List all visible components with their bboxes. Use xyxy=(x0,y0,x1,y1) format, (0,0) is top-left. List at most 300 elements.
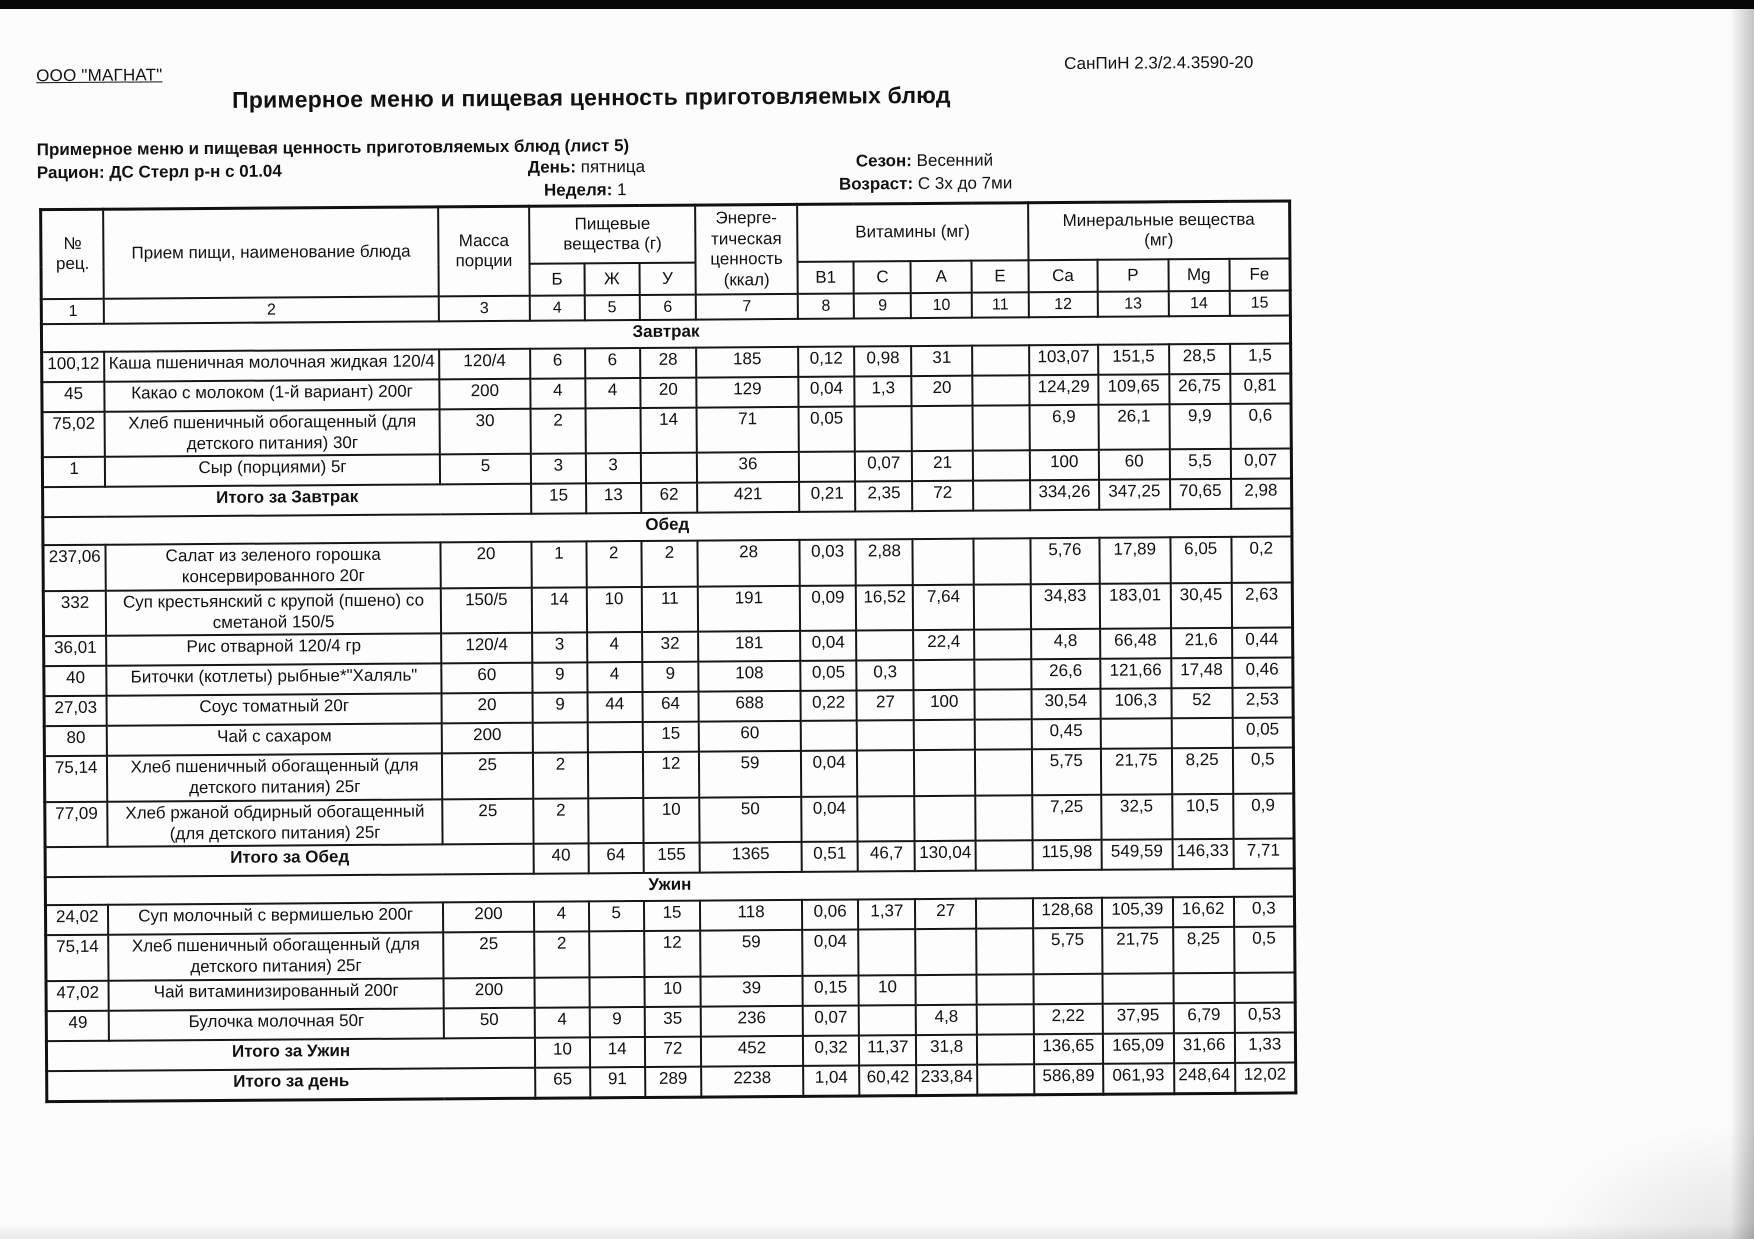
dish-cell-ca: 5,76 xyxy=(1030,538,1099,584)
dish-cell-e xyxy=(976,899,1033,929)
dish-cell-p: 37,95 xyxy=(1102,1003,1173,1033)
col-number: 11 xyxy=(972,292,1029,317)
dish-cell-zh xyxy=(588,722,643,752)
day-label: День: xyxy=(527,157,577,177)
dish-cell-b: 1 xyxy=(532,542,587,588)
dish-cell-kcal: 71 xyxy=(697,407,799,453)
dish-cell-fe: 0,44 xyxy=(1232,628,1293,658)
dish-cell-rec: 100,12 xyxy=(42,352,105,382)
total-value-cell: 91 xyxy=(590,1067,645,1098)
dish-cell-p: 66,48 xyxy=(1100,629,1171,659)
dish-cell-zh: 6 xyxy=(585,348,640,378)
dish-cell-b1: 0,04 xyxy=(800,631,857,661)
dish-cell-b: 4 xyxy=(535,1007,590,1037)
dish-cell-mass: 60 xyxy=(441,663,532,694)
dish-cell-rec: 45 xyxy=(42,382,105,412)
dish-cell-c xyxy=(857,750,914,796)
sanpin-reference: СанПиН 2.3/2.4.3590-20 xyxy=(1064,52,1254,74)
dish-cell-a xyxy=(913,539,974,585)
dish-cell-mass: 150/5 xyxy=(441,588,533,634)
dish-cell-fe: 0,81 xyxy=(1230,373,1291,403)
dish-cell-a xyxy=(914,795,975,841)
dish-cell-c: 2,88 xyxy=(856,540,913,586)
col-number: 5 xyxy=(585,295,640,320)
dish-cell-ca: 30,54 xyxy=(1031,689,1100,719)
dish-cell-mass: 5 xyxy=(440,454,531,485)
total-value-cell: 136,65 xyxy=(1034,1034,1103,1064)
total-value-cell: 40 xyxy=(534,844,589,874)
dish-cell-p: 105,39 xyxy=(1102,898,1173,928)
total-value-cell: 347,25 xyxy=(1099,480,1170,510)
header-vitamins-group: Витамины (мг) xyxy=(797,203,1029,262)
dish-cell-mass: 200 xyxy=(443,977,534,1008)
total-value-cell xyxy=(977,1064,1034,1095)
dish-cell-mg: 8,25 xyxy=(1173,927,1234,973)
dish-cell-mg: 6,05 xyxy=(1170,537,1231,583)
ration-line xyxy=(37,161,282,183)
dish-cell-kcal: 28 xyxy=(698,540,800,586)
dish-cell-c xyxy=(859,929,916,975)
dish-cell-u: 15 xyxy=(642,722,699,752)
dish-cell-mass: 120/4 xyxy=(439,349,530,380)
dish-cell-rec: 47,02 xyxy=(46,980,109,1010)
dish-cell-p: 183,01 xyxy=(1100,583,1171,629)
total-value-cell: 0,51 xyxy=(801,842,858,872)
dish-cell-name: Хлеб пшеничный обогащенный (для детского питания) 25г xyxy=(107,754,442,802)
dish-cell-a xyxy=(915,929,976,975)
dish-cell-b: 2 xyxy=(533,798,588,844)
dish-cell-mg: 52 xyxy=(1171,688,1232,718)
dish-cell-mass: 20 xyxy=(441,693,532,724)
dish-cell-b: 3 xyxy=(532,633,587,663)
dish-cell-p: 151,5 xyxy=(1098,344,1169,374)
dish-cell-p: 109,65 xyxy=(1098,374,1169,404)
col-number: 14 xyxy=(1168,291,1229,316)
dish-cell-e xyxy=(975,720,1032,750)
dish-cell-mg: 16,62 xyxy=(1173,897,1234,927)
dish-cell-p: 60 xyxy=(1099,450,1170,480)
dish-cell-mass: 25 xyxy=(442,799,534,845)
dish-cell-c: 16,52 xyxy=(856,585,913,631)
dish-cell-b1: 0,04 xyxy=(801,751,858,797)
total-value-cell: 0,32 xyxy=(803,1035,860,1065)
dish-cell-e xyxy=(972,345,1029,375)
dish-cell-fe: 0,53 xyxy=(1234,1002,1295,1032)
dish-cell-ca: 7,25 xyxy=(1032,795,1101,841)
dish-cell-rec: 75,02 xyxy=(42,412,105,458)
dish-cell-b: 3 xyxy=(531,454,586,484)
dish-cell-b1: 0,09 xyxy=(799,585,856,631)
dish-cell-zh xyxy=(589,977,644,1007)
dish-cell-p xyxy=(1100,719,1171,749)
dish-cell-a: 100 xyxy=(914,690,975,720)
dish-cell-mg: 6,79 xyxy=(1173,1003,1234,1033)
week-line xyxy=(544,180,627,201)
dish-cell-mg: 21,6 xyxy=(1171,628,1232,658)
dish-cell-b: 6 xyxy=(530,348,585,378)
dish-cell-name: Сыр (порциями) 5г xyxy=(105,455,440,487)
dish-cell-fe: 0,6 xyxy=(1230,403,1291,449)
dish-cell-e xyxy=(977,1004,1034,1034)
dish-cell-name: Салат из зеленого горошка консервированного 20г xyxy=(106,543,441,591)
dish-cell-name: Булочка молочная 50г xyxy=(109,1008,444,1040)
dish-cell-u: 64 xyxy=(642,692,699,722)
total-value-cell: 2,35 xyxy=(856,482,913,512)
day-total-label: Итого за день xyxy=(47,1067,536,1101)
total-value-cell: 12,02 xyxy=(1235,1062,1296,1093)
dish-cell-b1 xyxy=(799,452,856,482)
dish-cell-u: 32 xyxy=(642,632,699,662)
dish-cell-e xyxy=(974,630,1031,660)
total-value-cell: 60,42 xyxy=(860,1065,917,1096)
total-value-cell: 2238 xyxy=(701,1066,803,1097)
dish-cell-ca: 6,9 xyxy=(1029,405,1098,451)
total-value-cell: 14 xyxy=(590,1037,645,1067)
dish-cell-e xyxy=(976,929,1033,975)
table-header xyxy=(41,201,1291,324)
header-vitamin-a: A xyxy=(911,261,972,293)
dish-cell-ca: 34,83 xyxy=(1031,584,1100,630)
dish-cell-mass: 50 xyxy=(444,1007,535,1038)
dish-cell-zh: 10 xyxy=(587,587,642,633)
total-value-cell: 7,71 xyxy=(1233,839,1294,869)
dish-cell-p: 106,3 xyxy=(1100,689,1171,719)
dish-cell-b: 2 xyxy=(533,753,588,799)
dish-cell-fe: 2,53 xyxy=(1232,688,1293,718)
page-title: Примерное меню и пищевая ценность приготовляемых блюд xyxy=(232,81,951,113)
dish-cell-kcal: 236 xyxy=(701,1006,803,1037)
total-value-cell: 65 xyxy=(535,1067,590,1098)
total-value-cell: 11,37 xyxy=(859,1035,916,1065)
col-number: 15 xyxy=(1229,290,1290,315)
dish-cell-a xyxy=(914,660,975,690)
total-value-cell xyxy=(976,841,1033,871)
dish-cell-name: Рис отварной 120/4 гр xyxy=(106,634,441,666)
total-value-cell: 421 xyxy=(697,482,799,513)
dish-cell-ca: 0,45 xyxy=(1032,719,1101,749)
meal-section-label: Ужин xyxy=(45,869,1294,906)
dish-cell-u xyxy=(640,453,697,483)
dish-cell-ca: 103,07 xyxy=(1029,345,1098,375)
dish-cell-mg: 10,5 xyxy=(1172,794,1233,840)
dish-cell-rec: 40 xyxy=(44,666,107,696)
dish-cell-mg: 8,25 xyxy=(1172,748,1233,794)
dish-cell-c: 0,3 xyxy=(857,660,914,690)
total-value-cell: 72 xyxy=(644,1036,701,1066)
dish-cell-zh: 4 xyxy=(587,632,642,662)
total-value-cell: 15 xyxy=(531,484,586,514)
total-value-cell: 1,33 xyxy=(1234,1032,1295,1062)
dish-cell-ca: 5,75 xyxy=(1032,749,1101,795)
dish-cell-b1 xyxy=(800,721,857,751)
dish-cell-kcal: 129 xyxy=(697,377,799,408)
dish-cell-c xyxy=(859,1005,916,1035)
dish-cell-a xyxy=(916,974,977,1004)
meal-section-label: Обед xyxy=(43,509,1292,546)
scan-corner-shade xyxy=(1534,1119,1754,1239)
dish-cell-ca: 2,22 xyxy=(1034,1004,1103,1034)
total-value-cell: 2,98 xyxy=(1231,479,1292,509)
dish-cell-u: 12 xyxy=(644,931,701,977)
dish-cell-zh xyxy=(588,798,643,844)
week-value: 1 xyxy=(617,180,627,200)
dish-cell-b1: 0,06 xyxy=(802,900,859,930)
dish-cell-fe: 0,5 xyxy=(1234,927,1295,973)
dish-cell-fe: 0,2 xyxy=(1231,537,1292,583)
dish-cell-b1: 0,04 xyxy=(802,930,859,976)
dish-cell-b1: 0,05 xyxy=(798,406,855,452)
dish-cell-mg xyxy=(1171,718,1232,748)
dish-cell-kcal: 118 xyxy=(700,900,802,931)
dish-cell-kcal: 60 xyxy=(699,721,801,752)
section-total-label: Итого за Обед xyxy=(45,844,534,877)
total-value-cell: 10 xyxy=(535,1037,590,1067)
scan-edge-artifact-bottom xyxy=(0,1223,1754,1239)
scan-edge-artifact-right xyxy=(1730,0,1754,1239)
dish-cell-kcal: 59 xyxy=(699,751,801,797)
dish-cell-name: Биточки (котлеты) рыбные*"Халяль" xyxy=(107,664,442,696)
dish-cell-b1: 0,03 xyxy=(799,540,856,586)
section-total-label: Итого за Ужин xyxy=(46,1037,535,1070)
dish-cell-mass: 200 xyxy=(442,723,533,754)
dish-cell-b1: 0,05 xyxy=(800,661,857,691)
dish-cell-name: Хлеб пшеничный обогащенный (для детского питания) 30г xyxy=(105,409,440,457)
dish-cell-mg: 30,45 xyxy=(1170,583,1231,629)
dish-cell-a xyxy=(914,720,975,750)
dish-cell-c: 0,07 xyxy=(855,452,912,482)
dish-cell-name: Каша пшеничная молочная жидкая 120/4 xyxy=(104,349,439,381)
dish-cell-u: 28 xyxy=(640,348,697,378)
menu-nutrition-table xyxy=(39,199,1297,1102)
dish-cell-mg: 5,5 xyxy=(1170,449,1231,479)
total-value-cell: 64 xyxy=(588,843,643,873)
dish-cell-u: 10 xyxy=(643,797,700,843)
dish-cell-ca: 4,8 xyxy=(1031,629,1100,659)
header-nutrients-group: Пищевые вещества (г) xyxy=(529,205,696,264)
dish-cell-name: Суп крестьянский с крупой (пшено) со сметаной 150/5 xyxy=(106,588,441,636)
dish-cell-ca xyxy=(1033,974,1102,1004)
dish-cell-a: 21 xyxy=(912,451,973,481)
total-value-cell: 46,7 xyxy=(858,841,915,871)
dish-cell-ca: 26,6 xyxy=(1031,659,1100,689)
col-number: 13 xyxy=(1098,291,1169,316)
total-value-cell: 130,04 xyxy=(915,841,976,871)
dish-cell-b: 2 xyxy=(534,932,589,978)
dish-cell-b: 9 xyxy=(532,663,587,693)
dish-cell-ca: 100 xyxy=(1030,450,1099,480)
season-line xyxy=(856,151,993,172)
dish-cell-e xyxy=(974,660,1031,690)
dish-cell-name: Хлеб пшеничный обогащенный (для детского питания) 25г xyxy=(109,933,444,981)
dish-cell-e xyxy=(975,795,1032,841)
dish-cell-rec: 77,09 xyxy=(45,802,108,848)
header-fat: Ж xyxy=(584,263,639,295)
dish-cell-e xyxy=(972,375,1029,405)
total-value-cell: 452 xyxy=(701,1036,803,1067)
col-number: 3 xyxy=(439,296,530,322)
menu-table-body xyxy=(41,315,1295,1101)
total-value-cell: 72 xyxy=(912,481,973,511)
total-value-cell: 334,26 xyxy=(1030,480,1099,510)
total-value-cell: 146,33 xyxy=(1172,839,1233,869)
header-magnesium: Mg xyxy=(1168,259,1229,291)
header-dish: Прием пищи, наименование блюда xyxy=(103,207,438,299)
dish-cell-fe: 0,07 xyxy=(1230,449,1291,479)
age-value: С 3х до 7ми xyxy=(917,173,1013,194)
dish-cell-mass: 200 xyxy=(439,379,530,410)
dish-cell-p: 21,75 xyxy=(1101,749,1172,795)
dish-cell-rec: 27,03 xyxy=(44,696,107,726)
dish-cell-p: 21,75 xyxy=(1102,928,1173,974)
dish-cell-p: 32,5 xyxy=(1101,794,1172,840)
dish-cell-c xyxy=(855,406,912,452)
dish-cell-e xyxy=(973,539,1030,585)
dish-cell-kcal: 185 xyxy=(696,347,798,378)
dish-cell-u: 20 xyxy=(640,378,697,408)
ration-label: Рацион: xyxy=(36,162,105,183)
dish-cell-mass: 25 xyxy=(443,932,535,978)
col-number: 10 xyxy=(911,293,972,318)
dish-cell-b: 4 xyxy=(530,378,585,408)
total-value-cell: 62 xyxy=(641,483,698,513)
section-total-label: Итого за Завтрак xyxy=(43,484,532,517)
dish-cell-rec: 49 xyxy=(46,1010,109,1040)
header-minerals-group: Минеральные вещества (мг) xyxy=(1028,201,1290,260)
dish-cell-e xyxy=(977,974,1034,1004)
dish-cell-rec: 1 xyxy=(42,457,105,487)
total-value-cell xyxy=(973,481,1030,511)
season-label: Сезон: xyxy=(855,151,912,171)
dish-cell-u: 12 xyxy=(642,752,699,798)
dish-cell-u: 2 xyxy=(641,541,698,587)
dish-cell-fe: 0,46 xyxy=(1232,658,1293,688)
dish-cell-a xyxy=(914,750,975,796)
dish-cell-fe: 2,63 xyxy=(1231,582,1292,628)
meal-section-label: Завтрак xyxy=(41,315,1290,352)
dish-cell-name: Чай витаминизированный 200г xyxy=(109,978,444,1010)
dish-cell-e xyxy=(973,451,1030,481)
dish-cell-b: 4 xyxy=(534,902,589,932)
total-value-cell: 115,98 xyxy=(1032,840,1101,870)
dish-cell-mg: 17,48 xyxy=(1171,658,1232,688)
header-iron: Fe xyxy=(1229,258,1290,290)
total-value-cell: 31,66 xyxy=(1174,1033,1235,1063)
header-energy: Энерге- тическая ценность (ккал) xyxy=(695,204,797,294)
dish-cell-b1: 0,12 xyxy=(798,346,855,376)
dish-cell-p: 121,66 xyxy=(1100,659,1171,689)
dish-cell-u: 11 xyxy=(641,586,698,632)
dish-cell-zh xyxy=(589,931,644,977)
dish-cell-p: 26,1 xyxy=(1098,404,1169,450)
dish-cell-b xyxy=(533,723,588,753)
total-value-cell: 155 xyxy=(643,843,700,873)
total-value-cell: 549,59 xyxy=(1101,840,1172,870)
total-value-cell: 061,93 xyxy=(1103,1063,1174,1094)
dish-cell-kcal: 688 xyxy=(699,691,801,722)
dish-cell-rec: 80 xyxy=(44,726,107,756)
dish-cell-rec: 75,14 xyxy=(46,935,109,981)
col-number: 7 xyxy=(696,294,798,320)
dish-cell-mass: 120/4 xyxy=(441,633,532,664)
dish-cell-b: 14 xyxy=(532,587,587,633)
scan-edge-artifact-top xyxy=(0,0,1754,9)
organization-name: ООО "МАГНАТ" xyxy=(36,65,163,86)
dish-cell-u: 35 xyxy=(644,1006,701,1036)
dish-cell-u: 14 xyxy=(640,408,697,454)
dish-cell-u: 9 xyxy=(642,662,699,692)
dish-cell-b1: 0,15 xyxy=(802,975,859,1005)
dish-cell-a: 22,4 xyxy=(913,630,974,660)
dish-cell-name: Соус томатный 20г xyxy=(107,694,442,726)
dish-cell-mg: 26,75 xyxy=(1169,374,1230,404)
age-line xyxy=(839,173,1012,194)
dish-cell-fe: 0,05 xyxy=(1232,718,1293,748)
dish-cell-a: 7,64 xyxy=(913,585,974,631)
dish-cell-b1: 0,07 xyxy=(802,1005,859,1035)
total-value-cell: 289 xyxy=(645,1066,702,1097)
season-value: Весенний xyxy=(916,150,994,171)
dish-cell-rec: 75,14 xyxy=(44,756,107,802)
dish-cell-fe: 0,3 xyxy=(1233,897,1294,927)
dish-cell-rec: 332 xyxy=(43,591,106,637)
dish-cell-e xyxy=(975,750,1032,796)
dish-cell-kcal: 36 xyxy=(697,452,799,483)
total-value-cell: 13 xyxy=(586,483,641,513)
col-number: 6 xyxy=(639,295,696,320)
week-label: Неделя: xyxy=(543,180,613,200)
dish-cell-zh: 3 xyxy=(586,453,641,483)
dish-cell-p xyxy=(1102,973,1173,1003)
dish-cell-ca: 124,29 xyxy=(1029,375,1098,405)
dish-cell-kcal: 59 xyxy=(701,930,803,976)
header-vitamin-b1: B1 xyxy=(797,261,854,293)
dish-cell-ca: 128,68 xyxy=(1033,898,1102,928)
dish-cell-zh: 4 xyxy=(587,662,642,692)
dish-cell-e xyxy=(975,690,1032,720)
total-value-cell: 248,64 xyxy=(1174,1063,1235,1094)
dish-cell-c xyxy=(857,630,914,660)
total-value-cell: 0,21 xyxy=(799,482,856,512)
dish-cell-a: 4,8 xyxy=(916,1004,977,1034)
dish-cell-c: 1,3 xyxy=(855,376,912,406)
dish-cell-zh xyxy=(585,408,640,454)
dish-cell-zh: 2 xyxy=(586,541,641,587)
dish-cell-name: Какао с молоком (1-й вариант) 200г xyxy=(105,379,440,411)
header-mass: Масса порции xyxy=(438,206,530,296)
dish-cell-a: 31 xyxy=(911,346,972,376)
dish-cell-mass: 20 xyxy=(440,542,532,588)
dish-cell-kcal: 181 xyxy=(698,631,800,662)
header-phosphorus: P xyxy=(1097,259,1168,292)
dish-cell-fe xyxy=(1234,972,1295,1002)
dish-cell-kcal: 50 xyxy=(700,797,802,843)
dish-cell-c: 10 xyxy=(859,975,916,1005)
dish-cell-name: Хлеб ржаной обдирный обогащенный (для детского питания) 25г xyxy=(108,799,443,847)
day-value: пятница xyxy=(580,156,646,177)
dish-cell-rec: 237,06 xyxy=(43,545,106,591)
dish-cell-e xyxy=(974,584,1031,630)
header-carbs: У xyxy=(639,263,696,295)
age-label: Возраст: xyxy=(838,174,914,194)
dish-cell-c xyxy=(857,720,914,750)
dish-cell-u: 15 xyxy=(644,901,701,931)
dish-cell-zh: 9 xyxy=(590,1007,645,1037)
dish-cell-mass: 200 xyxy=(443,902,534,933)
col-number: 4 xyxy=(530,295,585,320)
dish-cell-a xyxy=(912,406,973,452)
dish-cell-mg xyxy=(1173,973,1234,1003)
dish-cell-b1: 0,22 xyxy=(800,691,857,721)
